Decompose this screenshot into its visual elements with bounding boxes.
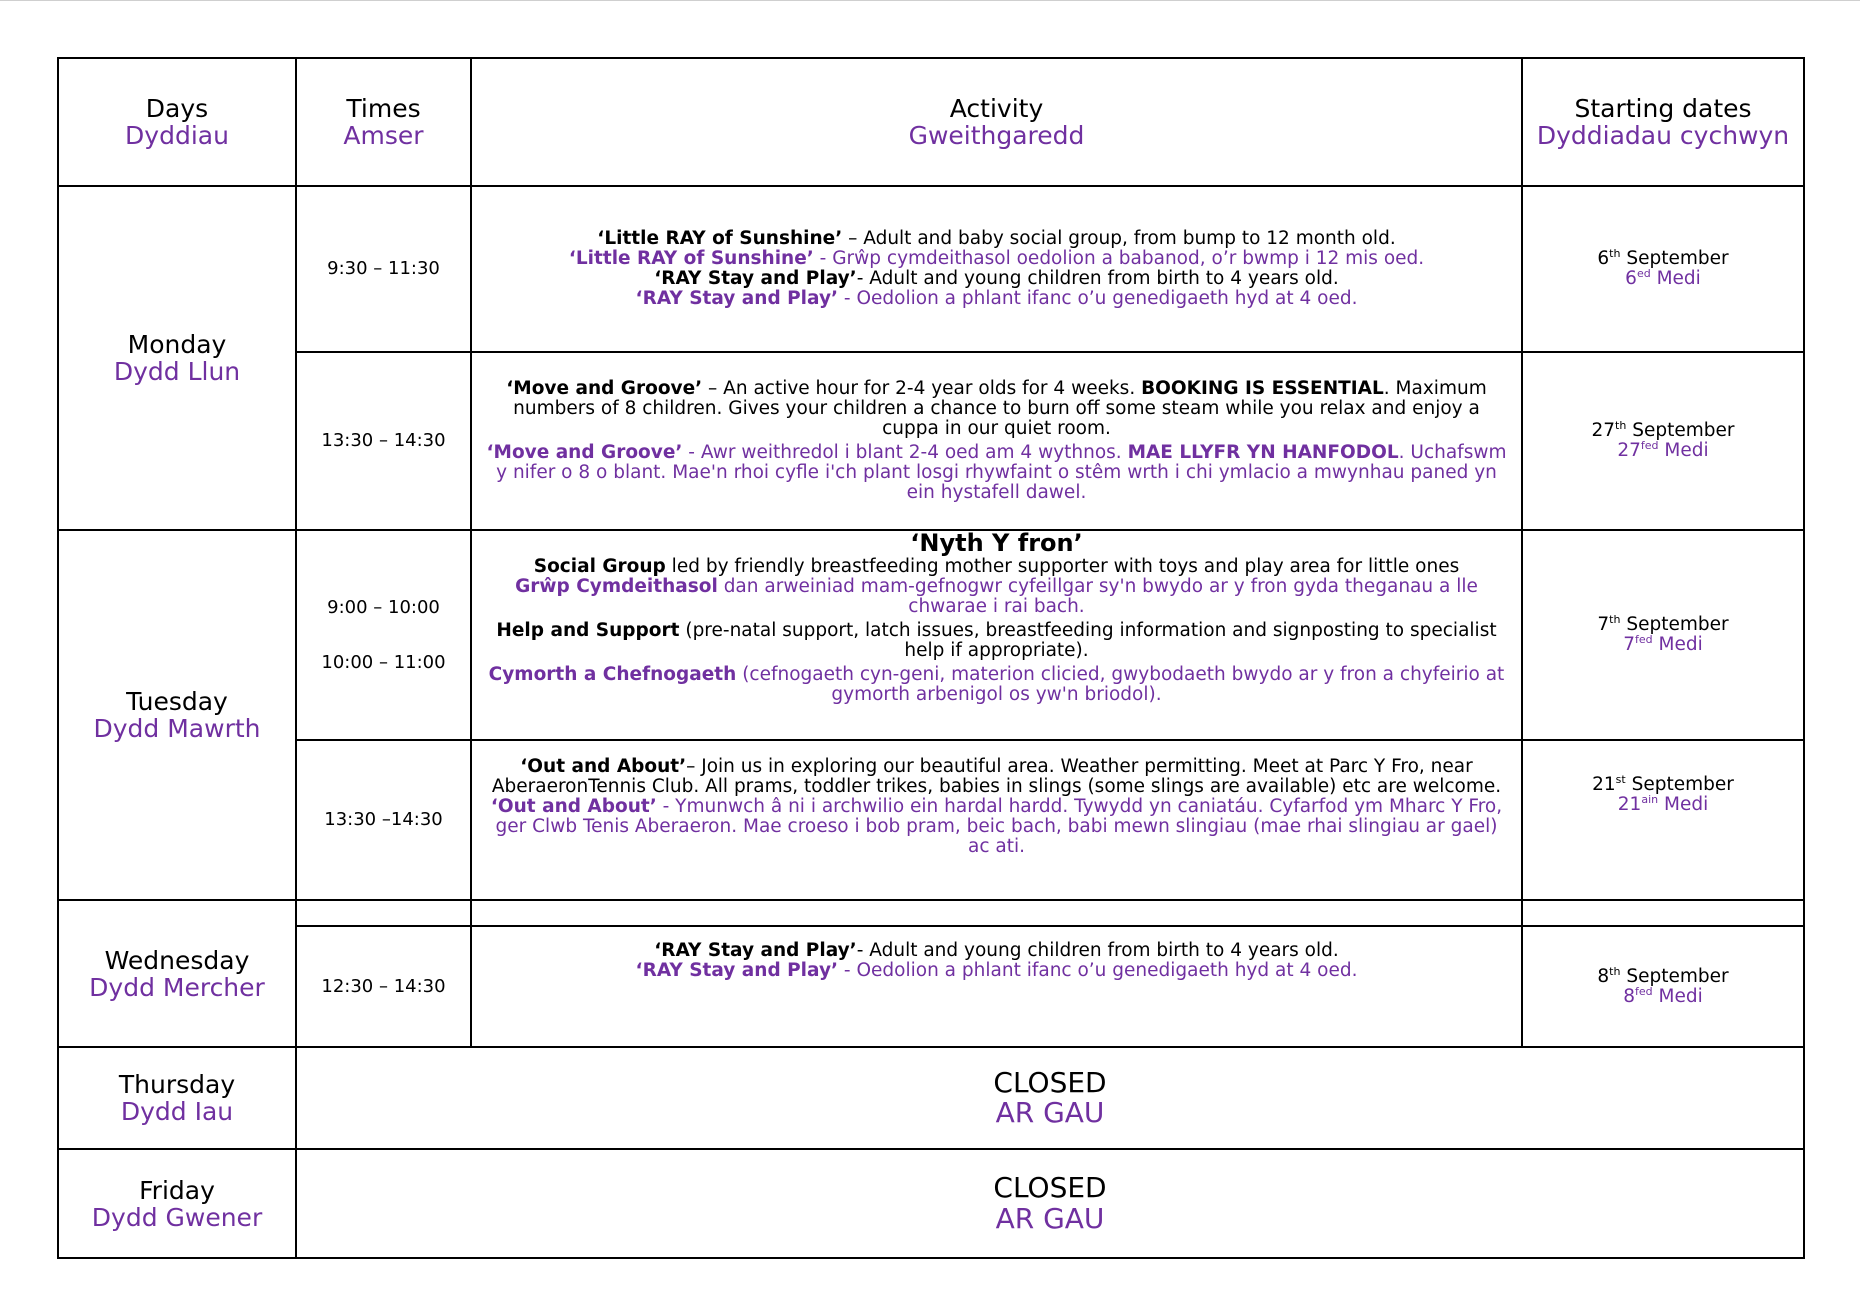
friday-closed-cy: AR GAU <box>995 1201 1105 1235</box>
header-times-en: Times <box>346 94 421 123</box>
move-groove-bold: BOOKING IS ESSENTIAL <box>1141 378 1384 400</box>
header-activity-cy: Gweithgaredd <box>908 121 1085 150</box>
date-month: September <box>1626 420 1735 442</box>
stay-play-title: ‘RAY Stay and Play’ <box>654 268 857 289</box>
date-month-cy: Medi <box>1652 985 1703 1007</box>
monday-day-cell <box>58 186 296 530</box>
tuesday-activity-2 <box>471 740 1522 900</box>
date-num: 27 <box>1591 420 1616 442</box>
friday-day-cy: Dydd Gwener <box>91 1202 263 1232</box>
header-days-cy: Dyddiau <box>125 121 229 150</box>
move-groove-text-1: – An active hour for 2-4 year olds for 4 weeks. <box>702 378 1142 400</box>
date-num: 7 <box>1597 614 1610 636</box>
wed-stay-play-text: - Adult and young children from birth to 4 years old. <box>856 940 1339 961</box>
header-days <box>58 58 296 186</box>
top-border-line <box>0 0 1860 1</box>
date-num-cy: 8 <box>1623 985 1636 1007</box>
thursday-row <box>58 1047 1804 1149</box>
date-num-cy: 27 <box>1617 440 1641 461</box>
help-support-title: Help and Support <box>496 619 680 641</box>
date-sup: th <box>1609 246 1621 260</box>
date-num-cy: 6 <box>1625 268 1637 289</box>
date-sup: th <box>1615 418 1627 432</box>
wed-stay-play-text-cy: - Oedolion a phlant ifanc o’u genedigaeth hyd at 4 oed. <box>838 959 1358 981</box>
monday-date-1 <box>1522 186 1804 352</box>
date-sup: th <box>1609 612 1621 626</box>
thursday-closed-en: CLOSED <box>993 1065 1107 1099</box>
monday-activity-2 <box>471 352 1522 530</box>
tuesday-day-cy: Dydd Mawrth <box>93 714 261 743</box>
tuesday-day-en: Tuesday <box>126 687 228 716</box>
monday-activity-1 <box>471 186 1522 352</box>
thursday-closed-cy: AR GAU <box>995 1096 1105 1129</box>
date-num: 8 <box>1597 965 1610 987</box>
monday-date-2 <box>1522 352 1804 530</box>
date-month-cy: Medi <box>1652 634 1703 655</box>
wednesday-day-cy: Dydd Mercher <box>89 972 265 1002</box>
header-dates-cy: Dyddiadau cychwyn <box>1536 121 1790 150</box>
monday-day-cy: Dydd Llun <box>113 357 241 386</box>
wednesday-day-en: Wednesday <box>104 945 250 975</box>
tuesday-time-2: 13:30 –14:30 <box>296 740 471 900</box>
date-month: September <box>1620 965 1729 987</box>
header-dates-en: Starting dates <box>1574 94 1752 123</box>
wednesday-time-1: 12:30 – 14:30 <box>296 926 471 1047</box>
thursday-day-cy: Dydd Iau <box>120 1097 234 1126</box>
thursday-day-cell <box>58 1047 296 1149</box>
friday-closed-en: CLOSED <box>993 1171 1107 1205</box>
wednesday-spacer-date <box>1522 900 1804 926</box>
wednesday-row-1 <box>58 926 1804 1047</box>
date-num-cy: 7 <box>1623 634 1636 655</box>
date-sup-cy: fed <box>1635 632 1653 646</box>
stay-play-text-cy: - Oedolion a phlant ifanc o’u genedigaeth hyd at 4 oed. <box>838 287 1358 309</box>
tuesday-time-b: 10:00 – 11:00 <box>321 652 446 673</box>
timetable <box>57 57 1805 1259</box>
out-about-title-cy: ‘Out and About’ <box>490 795 657 817</box>
wed-stay-play-title: ‘RAY Stay and Play’ <box>654 940 857 961</box>
tuesday-time-1 <box>296 530 471 740</box>
tuesday-time-a: 9:00 – 10:00 <box>327 596 440 618</box>
wednesday-spacer-row <box>58 900 1804 926</box>
wednesday-activity-1 <box>471 926 1522 1047</box>
date-month-cy: Medi <box>1658 794 1709 816</box>
date-month: September <box>1620 614 1729 636</box>
help-support-text: (pre-natal support, latch issues, breastfeeding information and signposting to specialist help if appropriate). <box>679 619 1497 661</box>
move-groove-text-1-cy: - Awr weithredol i blant 2-4 oed am 4 wythnos. <box>682 442 1128 463</box>
out-about-text: – Join us in exploring our beautiful area. Weather permitting. Meet at Parc Y Fro, near AberaeronTennis Club. All prams, toddler trikes, babies in slings (some slings are available) etc are welcome. <box>491 756 1502 797</box>
friday-day-en: Friday <box>139 1175 215 1205</box>
wed-stay-play-title-cy: ‘RAY Stay and Play’ <box>635 959 839 981</box>
move-groove-title-cy: ‘Move and Groove’ <box>486 442 683 463</box>
header-row <box>58 58 1804 186</box>
tuesday-date-2 <box>1522 740 1804 900</box>
little-ray-text: – Adult and baby social group, from bump to 12 month old. <box>842 228 1396 250</box>
thursday-closed-cell <box>296 1047 1804 1149</box>
date-sup-cy: ain <box>1641 793 1659 807</box>
social-group-title-cy: Grŵp Cymdeithasol <box>515 575 718 597</box>
date-month: September <box>1625 774 1734 795</box>
date-sup: st <box>1615 772 1626 786</box>
nyth-heading: ‘Nyth Y fron’ <box>910 529 1083 557</box>
monday-row-2 <box>58 352 1804 530</box>
out-about-text-cy: - Ymunwch â ni i archwilio ein hardal hardd. Tywydd yn caniatáu. Cyfarfod ym Mharc Y Fro, ger Clwb Tenis Aberaeron. Mae croeso i bob pram, beic bach, babi mewn slingiau (mae rhai slingiau ar gael) ac ati. <box>495 795 1503 857</box>
friday-row <box>58 1149 1804 1258</box>
header-activity-en: Activity <box>949 94 1044 123</box>
help-support-title-cy: Cymorth a Chefnogaeth <box>488 663 737 685</box>
wednesday-spacer-time <box>296 900 471 926</box>
little-ray-title: ‘Little RAY of Sunshine’ <box>597 228 843 250</box>
tuesday-row-2 <box>58 740 1804 900</box>
friday-day-cell <box>58 1149 296 1258</box>
header-times-cy: Amser <box>343 121 424 150</box>
header-days-en: Days <box>145 94 209 123</box>
header-dates <box>1522 58 1804 186</box>
date-sup-cy: ed <box>1636 266 1651 280</box>
move-groove-text-2: . Maximum numbers of 8 children. Gives your children a chance to burn off some steam while you relax and enjoy a cuppa in our quiet room. <box>513 378 1487 440</box>
date-num: 21 <box>1592 774 1616 795</box>
help-support-text-cy: (cefnogaeth cyn-geni, materion clicied, gwybodaeth bwydo ar y fron a chyfeirio at gymorth arbenigol os yw'n briodol). <box>736 663 1505 705</box>
monday-time-2: 13:30 – 14:30 <box>296 352 471 530</box>
move-groove-bold-cy: MAE LLYFR YN HANFODOL <box>1127 442 1399 463</box>
date-sup-cy: fed <box>1635 984 1653 998</box>
move-groove-title: ‘Move and Groove’ <box>506 378 703 400</box>
little-ray-title-cy: ‘Little RAY of Sunshine’ <box>568 248 814 270</box>
thursday-day-en: Thursday <box>118 1070 236 1099</box>
tuesday-activity-1 <box>471 530 1522 740</box>
wednesday-date-1 <box>1522 926 1804 1047</box>
date-sup-cy: fed <box>1640 438 1659 452</box>
header-activity <box>471 58 1522 186</box>
out-about-title: ‘Out and About’ <box>520 756 687 777</box>
wednesday-day-cell <box>58 900 296 1047</box>
monday-row-1 <box>58 186 1804 352</box>
move-groove-text-2-cy: . Uchafswm y nifer o 8 o blant. Mae'n rhoi cyfle i'ch plant losgi rhywfaint o stêm wrth i chi ymlacio a mwynhau paned yn ein hystafell dawel. <box>496 442 1507 503</box>
little-ray-text-cy: - Grŵp cymdeithasol oedolion a babanod, o’r bwmp i 12 mis oed. <box>813 248 1425 270</box>
monday-time-1: 9:30 – 11:30 <box>296 186 471 352</box>
date-month-cy: Medi <box>1650 268 1701 289</box>
date-num-cy: 21 <box>1617 794 1642 816</box>
stay-play-text: - Adult and young children from birth to 4 years old. <box>856 268 1339 289</box>
social-group-text: led by friendly breastfeeding mother supporter with toys and play area for little ones <box>665 555 1460 577</box>
date-month-cy: Medi <box>1658 440 1709 461</box>
date-month: September <box>1620 248 1729 270</box>
wednesday-spacer-activity <box>471 900 1522 926</box>
tuesday-date-1 <box>1522 530 1804 740</box>
date-num: 6 <box>1597 248 1610 270</box>
tuesday-day-cell <box>58 530 296 900</box>
monday-day-en: Monday <box>127 330 227 359</box>
social-group-text-cy: dan arweiniad mam-gefnogwr cyfeillgar sy'n bwydo ar y fron gyda theganau a lle chwarae i rai bach. <box>717 575 1478 617</box>
tuesday-row-1 <box>58 530 1804 740</box>
friday-closed-cell <box>296 1149 1804 1258</box>
date-sup: th <box>1609 964 1621 978</box>
header-times <box>296 58 471 186</box>
stay-play-title-cy: ‘RAY Stay and Play’ <box>635 287 839 309</box>
social-group-title: Social Group <box>533 555 666 577</box>
